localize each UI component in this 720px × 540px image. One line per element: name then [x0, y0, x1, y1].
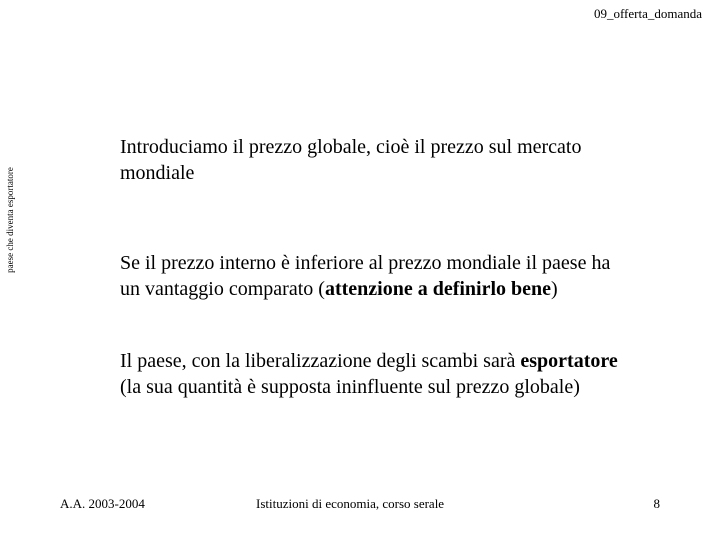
header-file-label: 09_offerta_domanda	[593, 6, 702, 21]
paragraph-exporter	[120, 348, 620, 400]
paragraph-global-price: Introduciamo il prezzo globale, cioè il prezzo sul mercato mondiale	[120, 136, 582, 184]
paragraph-3-bold-text: esportatore	[520, 350, 618, 372]
paragraph-comparative-advantage	[120, 250, 620, 302]
vertical-side-label-text: paese che diventa esportatore	[5, 167, 15, 273]
paragraph-3-text-end: (la sua quantità è supposta ininfluente sul prezzo globale)	[120, 376, 580, 398]
paragraph-2-text-end: )	[551, 278, 558, 300]
paragraph-2-text-start: Se il prezzo interno è inferiore al prezzo mondiale il paese ha un vantaggio comparato (	[120, 252, 611, 300]
paragraph-3-text-start: Il paese, con la liberalizzazione degli scambi sarà	[120, 350, 521, 372]
footer-academic-year: A.A. 2003-2004	[60, 496, 145, 511]
vertical-side-label	[0, 0, 20, 290]
paragraph-2-bold-text: attenzione a definirlo bene	[324, 278, 552, 300]
footer-course-title: Istituzioni di economia, corso serale	[256, 496, 445, 511]
footer-page-number: 8	[653, 496, 660, 511]
